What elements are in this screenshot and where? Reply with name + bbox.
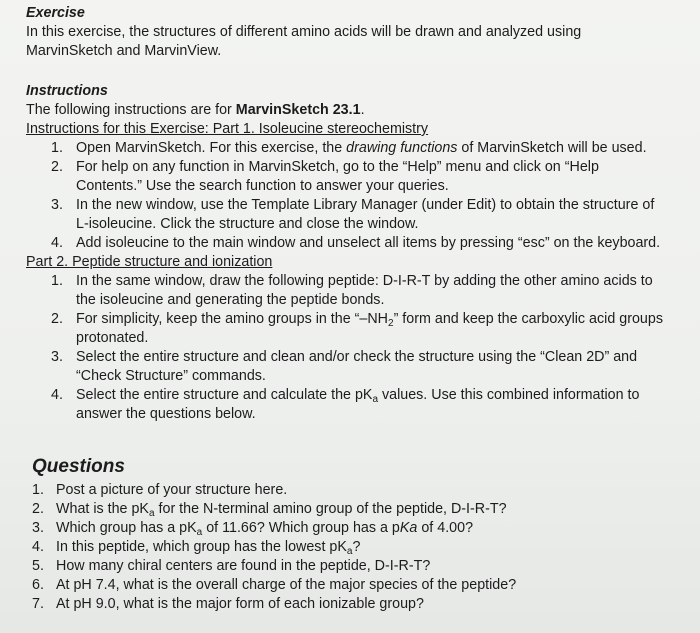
subscript: 2	[388, 318, 394, 329]
exercise-intro-line1: In this exercise, the structures of different amino acids will be drawn and analyzed using	[26, 24, 582, 40]
list-item	[26, 158, 692, 196]
item-text: For simplicity, keep the amino groups in the “–NH	[76, 311, 389, 327]
list-item	[26, 386, 692, 424]
version-bold: MarvinSketch 23.1	[235, 102, 361, 118]
subscript: a	[148, 508, 155, 519]
item-line	[76, 310, 692, 329]
part2-list	[26, 272, 692, 424]
part1-title: Instructions for this Exercise: Part 1. Isoleucine stereochemistry	[26, 121, 429, 137]
item-number: 1.	[51, 140, 63, 156]
questions-heading: Questions	[32, 456, 125, 477]
question-text: At pH 7.4, what is the overall charge of the major species of the peptide?	[56, 577, 517, 593]
subscript: a	[346, 546, 353, 557]
question-item	[26, 538, 692, 557]
question-italic: Ka	[399, 520, 418, 536]
item-line: In the new window, use the Template Library Manager (under Edit) to obtain the structure of	[76, 197, 655, 213]
instructions-heading: Instructions	[26, 83, 108, 99]
version-line	[26, 101, 692, 120]
question-text: of 11.66? Which group has a p	[202, 520, 400, 536]
question-item	[26, 576, 692, 595]
instructions-section	[26, 82, 692, 424]
question-number: 3.	[32, 520, 44, 536]
list-item	[26, 234, 692, 253]
exercise-section	[26, 4, 692, 61]
subscript: a	[372, 394, 378, 405]
question-text: In this peptide, which group has the lowest pK	[56, 539, 347, 555]
item-line: Contents.” Use the search function to answer your queries.	[76, 178, 449, 194]
item-line: “Check Structure” commands.	[76, 368, 266, 384]
item-line: protonated.	[76, 330, 149, 346]
question-item	[26, 595, 692, 614]
item-number: 2.	[51, 311, 63, 327]
question-text: At pH 9.0, what is the major form of each ionizable group?	[56, 596, 424, 612]
item-text: Select the entire structure and calculate the pK	[76, 387, 373, 403]
item-text: of MarvinSketch will be used.	[457, 140, 647, 156]
subscript: a	[196, 527, 203, 538]
item-text: Open MarvinSketch. For this exercise, the	[76, 140, 347, 156]
item-line: Select the entire structure and clean and/or check the structure using the “Clean 2D” and	[76, 349, 638, 365]
item-number: 4.	[51, 235, 63, 251]
item-line	[76, 386, 692, 405]
question-text: How many chiral centers are found in the peptide, D-I-R-T?	[56, 558, 431, 574]
version-suffix: .	[360, 102, 365, 118]
question-text: What is the pK	[56, 501, 149, 517]
question-number: 7.	[32, 596, 44, 612]
question-text: ?	[352, 539, 361, 555]
question-number: 6.	[32, 577, 44, 593]
item-line: Add isoleucine to the main window and unselect all items by pressing “esc” on the keyboard.	[76, 235, 661, 251]
item-line: For help on any function in MarvinSketch, go to the “Help” menu and click on “Help	[76, 159, 599, 175]
list-item	[26, 348, 692, 386]
item-text: values. Use this combined information to	[378, 387, 640, 403]
item-line: the isoleucine and generating the peptide bonds.	[76, 292, 385, 308]
question-number: 4.	[32, 539, 44, 555]
item-line: L-isoleucine. Click the structure and close the window.	[76, 216, 419, 232]
question-text: Post a picture of your structure here.	[56, 482, 288, 498]
list-item	[26, 272, 692, 310]
question-number: 2.	[32, 501, 44, 517]
list-item	[26, 196, 692, 234]
item-text: ” form and keep the carboxylic acid groups	[393, 311, 663, 327]
exercise-heading: Exercise	[26, 5, 85, 21]
part2-title: Part 2. Peptide structure and ionization	[26, 254, 273, 270]
item-italic: drawing functions	[346, 140, 458, 156]
question-item	[26, 519, 692, 538]
item-number: 3.	[51, 349, 63, 365]
list-item	[26, 310, 692, 348]
question-text: of 4.00?	[417, 520, 474, 536]
question-number: 5.	[32, 558, 44, 574]
item-line: answer the questions below.	[76, 406, 256, 422]
question-item	[26, 557, 692, 576]
item-number: 1.	[51, 273, 63, 289]
exercise-intro-line2: MarvinSketch and MarvinView.	[26, 43, 222, 59]
questions-section	[26, 455, 692, 614]
item-number: 3.	[51, 197, 63, 213]
question-number: 1.	[32, 482, 44, 498]
item-line: In the same window, draw the following peptide: D-I-R-T by adding the other amino acids to	[76, 273, 653, 289]
item-number: 4.	[51, 387, 63, 403]
part1-list	[26, 139, 692, 253]
questions-list	[26, 481, 692, 614]
question-text: for the N-terminal amino group of the peptide, D-I-R-T?	[154, 501, 507, 517]
item-number: 2.	[51, 159, 63, 175]
question-item	[26, 481, 692, 500]
question-item	[26, 500, 692, 519]
version-prefix: The following instructions are for	[26, 102, 236, 118]
question-text: Which group has a pK	[56, 520, 197, 536]
list-item	[26, 139, 692, 158]
